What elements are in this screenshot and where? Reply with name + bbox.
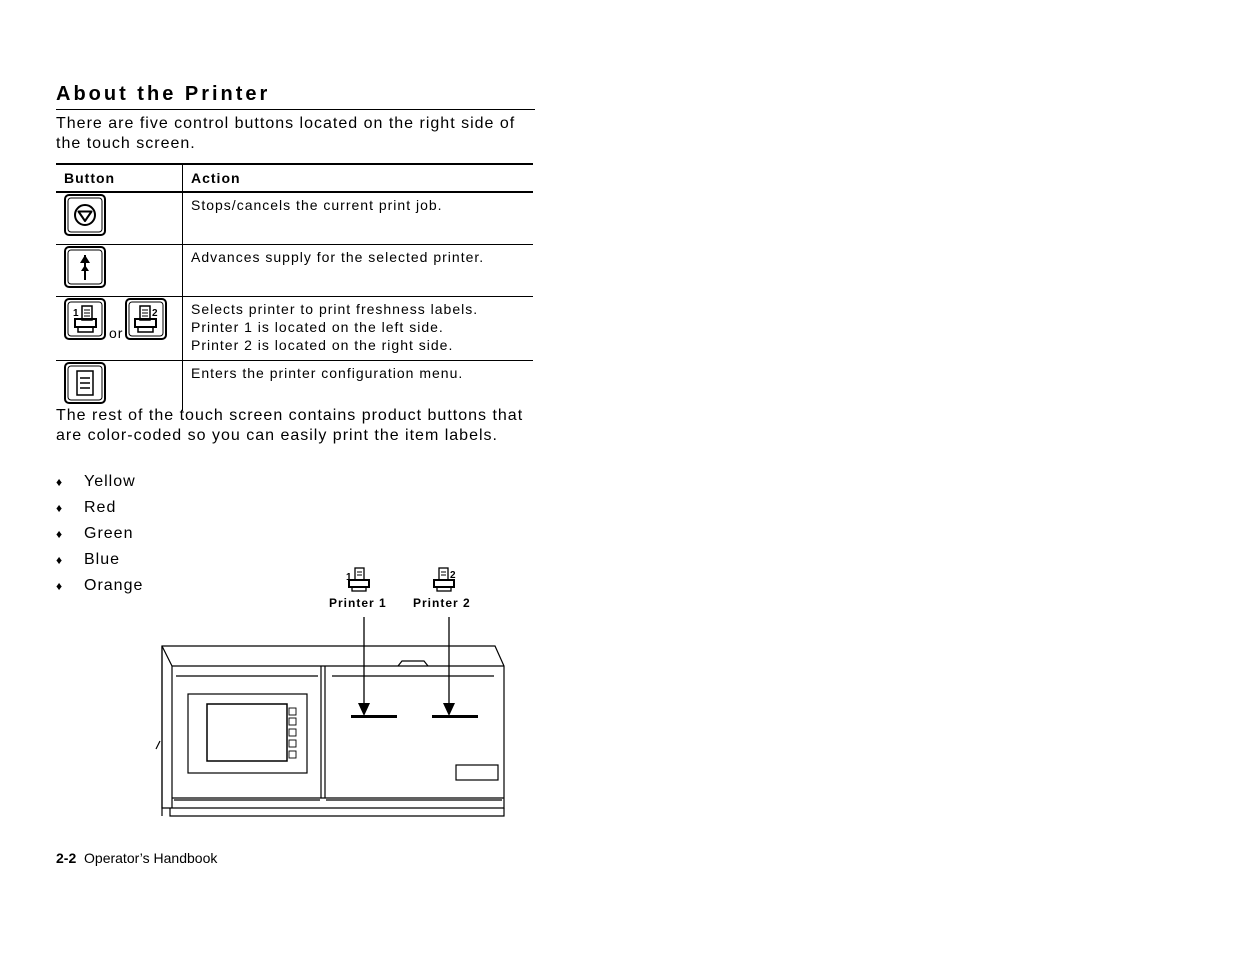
page-number: 2-2 — [56, 850, 77, 866]
printer-illustration — [150, 560, 510, 825]
diamond-bullet-icon: ♦ — [56, 579, 64, 593]
action-line: Printer 1 is located on the left side. — [191, 319, 444, 335]
header-button: Button — [56, 164, 183, 192]
action-line: Printer 2 is located on the right side. — [191, 337, 454, 353]
title-rule — [56, 109, 535, 110]
intro-paragraph: There are five control buttons located on the right side of the touch screen. — [56, 115, 516, 152]
color-list — [56, 472, 143, 602]
printer-1-label: Printer 1 — [329, 596, 387, 610]
action-select-printer — [183, 297, 534, 361]
page-title: About the Printer — [56, 83, 271, 105]
action-stop: Stops/cancels the current print job. — [183, 192, 534, 245]
stop-icon — [64, 193, 106, 237]
list-item: ♦ Red — [56, 499, 117, 516]
body-paragraph: The rest of the touch screen contains product buttons that are color-coded so you can easily print the item labels. — [56, 407, 524, 444]
printer-1-label-icon — [346, 568, 369, 591]
list-item: ♦ Green — [56, 525, 134, 542]
svg-text:1: 1 — [73, 308, 80, 319]
list-item: ♦ Orange — [56, 577, 144, 594]
menu-list-icon — [64, 361, 106, 405]
diamond-bullet-icon: ♦ — [56, 501, 64, 515]
table-row — [56, 297, 533, 361]
feed-arrow-icon — [64, 245, 106, 289]
diamond-bullet-icon: ♦ — [56, 475, 64, 489]
page-footer — [56, 850, 217, 866]
or-text: or — [109, 325, 124, 341]
svg-text:2: 2 — [152, 308, 160, 319]
table-row — [56, 245, 533, 297]
diamond-bullet-icon: ♦ — [56, 527, 64, 541]
button-table — [56, 163, 533, 411]
action-feed: Advances supply for the selected printer. — [183, 245, 534, 297]
svg-text:1: 1 — [346, 572, 352, 583]
header-action: Action — [183, 164, 534, 192]
action-line: Selects printer to print freshness labels. — [191, 301, 479, 317]
svg-text:2: 2 — [450, 570, 456, 581]
table-row — [56, 192, 533, 245]
printer-2-label: Printer 2 — [413, 596, 471, 610]
list-item: ♦ Blue — [56, 551, 121, 568]
action-menu: Enters the printer configuration menu. — [183, 361, 534, 412]
table-row — [56, 361, 533, 412]
printer-1-icon — [64, 297, 106, 341]
diamond-bullet-icon: ♦ — [56, 553, 64, 567]
handbook-title: Operator’s Handbook — [84, 850, 218, 866]
printer-2-icon — [125, 297, 167, 341]
list-item: ♦ Yellow — [56, 473, 136, 490]
printer-2-label-icon — [434, 568, 456, 591]
